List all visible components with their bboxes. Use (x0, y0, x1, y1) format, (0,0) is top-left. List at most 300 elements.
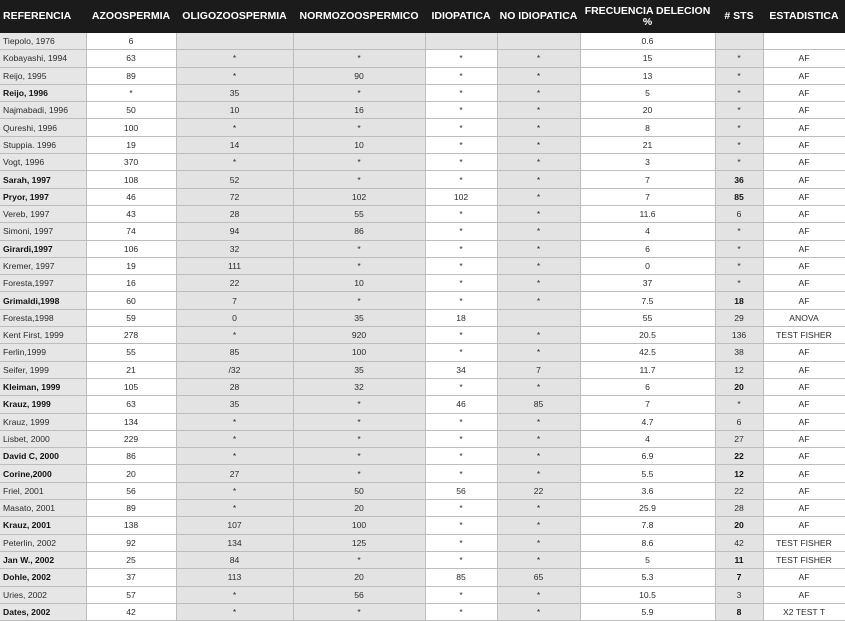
cell-normozoospermico: * (293, 448, 425, 465)
cell-referencia: Simoni, 1997 (0, 223, 86, 240)
cell-normozoospermico: 55 (293, 205, 425, 222)
cell-oligozoospermia: 14 (176, 136, 293, 153)
cell-azoospermia: 86 (86, 448, 176, 465)
cell-frecuencia: 20.5 (580, 327, 715, 344)
cell-no-idiopatica: * (497, 378, 580, 395)
cell-estadistica: AF (763, 275, 845, 292)
header-row (0, 0, 845, 33)
table-row (0, 84, 845, 101)
header-normozoospermico: NORMOZOOSPERMICO (293, 0, 425, 33)
cell-normozoospermico: 10 (293, 275, 425, 292)
cell-referencia: Girardi,1997 (0, 240, 86, 257)
cell-normozoospermico: 50 (293, 482, 425, 499)
table-row (0, 327, 845, 344)
cell-normozoospermico: 86 (293, 223, 425, 240)
cell-no-idiopatica: * (497, 188, 580, 205)
cell-idiopatica: * (425, 430, 497, 447)
cell-sts: * (715, 275, 763, 292)
cell-estadistica: AF (763, 586, 845, 603)
cell-oligozoospermia: * (176, 119, 293, 136)
cell-sts: * (715, 50, 763, 67)
cell-azoospermia: 74 (86, 223, 176, 240)
cell-sts: 42 (715, 534, 763, 551)
cell-estadistica: X2 TEST T (763, 603, 845, 620)
table-row (0, 223, 845, 240)
cell-frecuencia: 55 (580, 309, 715, 326)
cell-oligozoospermia: * (176, 154, 293, 171)
cell-normozoospermico (293, 33, 425, 50)
cell-oligozoospermia: * (176, 482, 293, 499)
cell-no-idiopatica: * (497, 154, 580, 171)
cell-no-idiopatica: * (497, 448, 580, 465)
cell-no-idiopatica: * (497, 240, 580, 257)
cell-sts: 12 (715, 361, 763, 378)
cell-referencia: Vereb, 1997 (0, 205, 86, 222)
cell-idiopatica: * (425, 171, 497, 188)
cell-idiopatica: 56 (425, 482, 497, 499)
cell-sts: 7 (715, 569, 763, 586)
cell-referencia: Vogt, 1996 (0, 154, 86, 171)
cell-oligozoospermia: 111 (176, 257, 293, 274)
cell-estadistica: AF (763, 171, 845, 188)
cell-idiopatica: * (425, 344, 497, 361)
cell-idiopatica: * (425, 448, 497, 465)
cell-frecuencia: 5 (580, 551, 715, 568)
cell-azoospermia: 56 (86, 482, 176, 499)
cell-azoospermia: * (86, 84, 176, 101)
cell-no-idiopatica: * (497, 119, 580, 136)
cell-sts: 38 (715, 344, 763, 361)
cell-frecuencia: 4 (580, 430, 715, 447)
cell-referencia: Krauz, 1999 (0, 413, 86, 430)
cell-frecuencia: 0.6 (580, 33, 715, 50)
cell-azoospermia: 106 (86, 240, 176, 257)
cell-estadistica: AF (763, 569, 845, 586)
cell-azoospermia: 63 (86, 50, 176, 67)
cell-azoospermia: 19 (86, 136, 176, 153)
cell-sts: 20 (715, 378, 763, 395)
cell-estadistica: AF (763, 465, 845, 482)
cell-azoospermia: 16 (86, 275, 176, 292)
cell-frecuencia: 3.6 (580, 482, 715, 499)
table-row (0, 344, 845, 361)
cell-sts: 22 (715, 482, 763, 499)
cell-referencia: Jan W., 2002 (0, 551, 86, 568)
cell-idiopatica: * (425, 136, 497, 153)
cell-oligozoospermia: 0 (176, 309, 293, 326)
cell-idiopatica: * (425, 378, 497, 395)
cell-frecuencia: 7.5 (580, 292, 715, 309)
cell-azoospermia: 105 (86, 378, 176, 395)
table-row (0, 430, 845, 447)
table-row (0, 119, 845, 136)
cell-referencia: Reijo, 1995 (0, 67, 86, 84)
cell-normozoospermico: * (293, 430, 425, 447)
cell-normozoospermico: 100 (293, 517, 425, 534)
cell-normozoospermico: * (293, 465, 425, 482)
cell-sts: 12 (715, 465, 763, 482)
cell-estadistica: AF (763, 223, 845, 240)
cell-sts: 136 (715, 327, 763, 344)
table-row (0, 205, 845, 222)
cell-azoospermia: 100 (86, 119, 176, 136)
cell-estadistica: AF (763, 396, 845, 413)
cell-oligozoospermia: /32 (176, 361, 293, 378)
cell-sts: * (715, 136, 763, 153)
cell-referencia: Ferlin,1999 (0, 344, 86, 361)
table-row (0, 603, 845, 620)
cell-sts: 28 (715, 500, 763, 517)
cell-estadistica: AF (763, 67, 845, 84)
cell-sts: * (715, 154, 763, 171)
cell-idiopatica: * (425, 223, 497, 240)
cell-estadistica: AF (763, 500, 845, 517)
cell-frecuencia: 11.6 (580, 205, 715, 222)
cell-frecuencia: 8.6 (580, 534, 715, 551)
cell-oligozoospermia: * (176, 586, 293, 603)
cell-estadistica: AF (763, 102, 845, 119)
table-row (0, 33, 845, 50)
cell-normozoospermico: 102 (293, 188, 425, 205)
cell-normozoospermico: 20 (293, 500, 425, 517)
table-row (0, 534, 845, 551)
cell-azoospermia: 59 (86, 309, 176, 326)
cell-no-idiopatica: * (497, 413, 580, 430)
cell-estadistica (763, 33, 845, 50)
cell-no-idiopatica: * (497, 67, 580, 84)
cell-idiopatica: * (425, 534, 497, 551)
cell-oligozoospermia: 113 (176, 569, 293, 586)
cell-referencia: Masato, 2001 (0, 500, 86, 517)
cell-oligozoospermia: 85 (176, 344, 293, 361)
cell-idiopatica: 85 (425, 569, 497, 586)
cell-no-idiopatica: * (497, 292, 580, 309)
cell-azoospermia: 25 (86, 551, 176, 568)
cell-idiopatica: 102 (425, 188, 497, 205)
cell-no-idiopatica: * (497, 50, 580, 67)
table-row (0, 378, 845, 395)
cell-idiopatica (425, 33, 497, 50)
cell-referencia: Kleiman, 1999 (0, 378, 86, 395)
cell-oligozoospermia: * (176, 448, 293, 465)
cell-referencia: Corine,2000 (0, 465, 86, 482)
cell-frecuencia: 25.9 (580, 500, 715, 517)
table-row (0, 551, 845, 568)
cell-idiopatica: * (425, 154, 497, 171)
cell-no-idiopatica: 22 (497, 482, 580, 499)
cell-azoospermia: 21 (86, 361, 176, 378)
cell-frecuencia: 5.3 (580, 569, 715, 586)
cell-estadistica: ANOVA (763, 309, 845, 326)
cell-idiopatica: * (425, 500, 497, 517)
cell-idiopatica: 18 (425, 309, 497, 326)
cell-estadistica: TEST FISHER (763, 534, 845, 551)
cell-frecuencia: 3 (580, 154, 715, 171)
cell-normozoospermico: * (293, 84, 425, 101)
cell-estadistica: AF (763, 50, 845, 67)
cell-sts: * (715, 102, 763, 119)
cell-azoospermia: 60 (86, 292, 176, 309)
cell-oligozoospermia: 84 (176, 551, 293, 568)
cell-estadistica: TEST FISHER (763, 327, 845, 344)
cell-azoospermia: 278 (86, 327, 176, 344)
cell-referencia: Friel, 2001 (0, 482, 86, 499)
cell-oligozoospermia: * (176, 413, 293, 430)
cell-no-idiopatica: * (497, 534, 580, 551)
cell-normozoospermico: 10 (293, 136, 425, 153)
cell-sts: 18 (715, 292, 763, 309)
cell-no-idiopatica: * (497, 586, 580, 603)
cell-frecuencia: 11.7 (580, 361, 715, 378)
cell-oligozoospermia: * (176, 500, 293, 517)
cell-estadistica: AF (763, 119, 845, 136)
cell-normozoospermico: 125 (293, 534, 425, 551)
table-row (0, 257, 845, 274)
cell-frecuencia: 42.5 (580, 344, 715, 361)
cell-estadistica: AF (763, 240, 845, 257)
cell-oligozoospermia: 72 (176, 188, 293, 205)
cell-estadistica: AF (763, 361, 845, 378)
cell-sts: 3 (715, 586, 763, 603)
cell-no-idiopatica: * (497, 327, 580, 344)
cell-idiopatica: * (425, 413, 497, 430)
cell-oligozoospermia: 27 (176, 465, 293, 482)
cell-estadistica: AF (763, 378, 845, 395)
cell-frecuencia: 10.5 (580, 586, 715, 603)
cell-idiopatica: * (425, 50, 497, 67)
cell-no-idiopatica: * (497, 465, 580, 482)
cell-referencia: Uries, 2002 (0, 586, 86, 603)
cell-normozoospermico: * (293, 257, 425, 274)
cell-frecuencia: 13 (580, 67, 715, 84)
cell-referencia: Kremer, 1997 (0, 257, 86, 274)
cell-oligozoospermia: 7 (176, 292, 293, 309)
cell-normozoospermico: * (293, 240, 425, 257)
cell-normozoospermico: * (293, 119, 425, 136)
cell-estadistica: AF (763, 154, 845, 171)
header-referencia: REFERENCIA (0, 0, 86, 33)
cell-oligozoospermia: 32 (176, 240, 293, 257)
cell-azoospermia: 57 (86, 586, 176, 603)
cell-no-idiopatica: 85 (497, 396, 580, 413)
cell-referencia: Stuppia. 1996 (0, 136, 86, 153)
cell-referencia: Tiepolo, 1976 (0, 33, 86, 50)
cell-referencia: Grimaldi,1998 (0, 292, 86, 309)
cell-sts: * (715, 223, 763, 240)
cell-normozoospermico: 920 (293, 327, 425, 344)
cell-idiopatica: * (425, 551, 497, 568)
cell-normozoospermico: * (293, 50, 425, 67)
cell-estadistica: AF (763, 413, 845, 430)
cell-idiopatica: 34 (425, 361, 497, 378)
table-row (0, 136, 845, 153)
cell-idiopatica: * (425, 586, 497, 603)
cell-sts: 29 (715, 309, 763, 326)
cell-normozoospermico: 16 (293, 102, 425, 119)
cell-estadistica: AF (763, 205, 845, 222)
cell-normozoospermico: 35 (293, 309, 425, 326)
cell-azoospermia: 43 (86, 205, 176, 222)
cell-sts: 22 (715, 448, 763, 465)
header-frecuencia-delecion: FRECUENCIA DELECION % (580, 0, 715, 33)
cell-idiopatica: * (425, 205, 497, 222)
cell-azoospermia: 37 (86, 569, 176, 586)
cell-frecuencia: 5.5 (580, 465, 715, 482)
table-row (0, 448, 845, 465)
cell-azoospermia: 92 (86, 534, 176, 551)
cell-oligozoospermia: 22 (176, 275, 293, 292)
cell-normozoospermico: 56 (293, 586, 425, 603)
cell-estadistica: AF (763, 482, 845, 499)
header-idiopatica: IDIOPATICA (425, 0, 497, 33)
cell-azoospermia: 108 (86, 171, 176, 188)
table-row (0, 309, 845, 326)
cell-referencia: Dates, 2002 (0, 603, 86, 620)
cell-no-idiopatica: * (497, 551, 580, 568)
cell-idiopatica: * (425, 275, 497, 292)
cell-referencia: Kobayashi, 1994 (0, 50, 86, 67)
cell-sts: * (715, 396, 763, 413)
cell-normozoospermico: * (293, 413, 425, 430)
cell-azoospermia: 370 (86, 154, 176, 171)
cell-no-idiopatica: * (497, 136, 580, 153)
cell-azoospermia: 20 (86, 465, 176, 482)
cell-frecuencia: 4.7 (580, 413, 715, 430)
cell-azoospermia: 42 (86, 603, 176, 620)
cell-idiopatica: * (425, 240, 497, 257)
cell-no-idiopatica (497, 309, 580, 326)
cell-sts: 11 (715, 551, 763, 568)
table-row (0, 240, 845, 257)
cell-idiopatica: * (425, 603, 497, 620)
cell-referencia: David C, 2000 (0, 448, 86, 465)
cell-no-idiopatica: * (497, 430, 580, 447)
cell-idiopatica: 46 (425, 396, 497, 413)
cell-normozoospermico: 90 (293, 67, 425, 84)
header-no-idiopatica: NO IDIOPATICA (497, 0, 580, 33)
table-row (0, 171, 845, 188)
cell-no-idiopatica: * (497, 257, 580, 274)
cell-estadistica: AF (763, 84, 845, 101)
cell-normozoospermico: * (293, 171, 425, 188)
table-row (0, 292, 845, 309)
cell-azoospermia: 63 (86, 396, 176, 413)
cell-normozoospermico: * (293, 551, 425, 568)
cell-referencia: Pryor, 1997 (0, 188, 86, 205)
cell-azoospermia: 134 (86, 413, 176, 430)
cell-azoospermia: 46 (86, 188, 176, 205)
cell-frecuencia: 6.9 (580, 448, 715, 465)
cell-no-idiopatica (497, 33, 580, 50)
cell-referencia: Peterlin, 2002 (0, 534, 86, 551)
cell-sts: 27 (715, 430, 763, 447)
cell-normozoospermico: 35 (293, 361, 425, 378)
cell-sts: 85 (715, 188, 763, 205)
cell-oligozoospermia: * (176, 430, 293, 447)
cell-azoospermia: 89 (86, 67, 176, 84)
cell-referencia: Kent First, 1999 (0, 327, 86, 344)
cell-sts: 8 (715, 603, 763, 620)
cell-referencia: Krauz, 2001 (0, 517, 86, 534)
cell-sts: * (715, 119, 763, 136)
cell-oligozoospermia: 35 (176, 84, 293, 101)
cell-frecuencia: 6 (580, 378, 715, 395)
cell-no-idiopatica: 65 (497, 569, 580, 586)
table-row (0, 517, 845, 534)
cell-estadistica: AF (763, 188, 845, 205)
cell-oligozoospermia: 35 (176, 396, 293, 413)
cell-normozoospermico: * (293, 396, 425, 413)
cell-sts: * (715, 257, 763, 274)
cell-frecuencia: 15 (580, 50, 715, 67)
cell-sts: * (715, 84, 763, 101)
cell-referencia: Reijo, 1996 (0, 84, 86, 101)
header-estadistica: ESTADISTICA (763, 0, 845, 33)
cell-referencia: Dohle, 2002 (0, 569, 86, 586)
cell-no-idiopatica: * (497, 205, 580, 222)
header-sts: # STS (715, 0, 763, 33)
table-row (0, 50, 845, 67)
table-row (0, 188, 845, 205)
table-row (0, 396, 845, 413)
cell-no-idiopatica: * (497, 102, 580, 119)
cell-no-idiopatica: * (497, 500, 580, 517)
cell-normozoospermico: 32 (293, 378, 425, 395)
table-row (0, 500, 845, 517)
cell-oligozoospermia: 134 (176, 534, 293, 551)
cell-referencia: Lisbet, 2000 (0, 430, 86, 447)
cell-frecuencia: 7 (580, 171, 715, 188)
header-azoospermia: AZOOSPERMIA (86, 0, 176, 33)
table-row (0, 102, 845, 119)
cell-oligozoospermia (176, 33, 293, 50)
cell-no-idiopatica: * (497, 223, 580, 240)
cell-oligozoospermia: * (176, 50, 293, 67)
cell-sts: 6 (715, 413, 763, 430)
cell-frecuencia: 21 (580, 136, 715, 153)
cell-sts: 6 (715, 205, 763, 222)
cell-no-idiopatica: * (497, 171, 580, 188)
cell-estadistica: AF (763, 292, 845, 309)
cell-normozoospermico: * (293, 603, 425, 620)
cell-idiopatica: * (425, 257, 497, 274)
table-row (0, 67, 845, 84)
table-row (0, 586, 845, 603)
cell-oligozoospermia: 28 (176, 205, 293, 222)
cell-frecuencia: 7.8 (580, 517, 715, 534)
table-row (0, 413, 845, 430)
cell-no-idiopatica: * (497, 84, 580, 101)
cell-normozoospermico: 100 (293, 344, 425, 361)
cell-frecuencia: 4 (580, 223, 715, 240)
cell-azoospermia: 6 (86, 33, 176, 50)
cell-azoospermia: 89 (86, 500, 176, 517)
cell-oligozoospermia: * (176, 327, 293, 344)
cell-sts: * (715, 67, 763, 84)
cell-no-idiopatica: * (497, 517, 580, 534)
table-row (0, 482, 845, 499)
cell-no-idiopatica: * (497, 603, 580, 620)
cell-normozoospermico: * (293, 292, 425, 309)
cell-idiopatica: * (425, 327, 497, 344)
cell-referencia: Qureshi, 1996 (0, 119, 86, 136)
cell-estadistica: AF (763, 430, 845, 447)
cell-idiopatica: * (425, 102, 497, 119)
cell-referencia: Krauz, 1999 (0, 396, 86, 413)
table-row (0, 154, 845, 171)
table-body (0, 33, 845, 621)
table-row (0, 569, 845, 586)
